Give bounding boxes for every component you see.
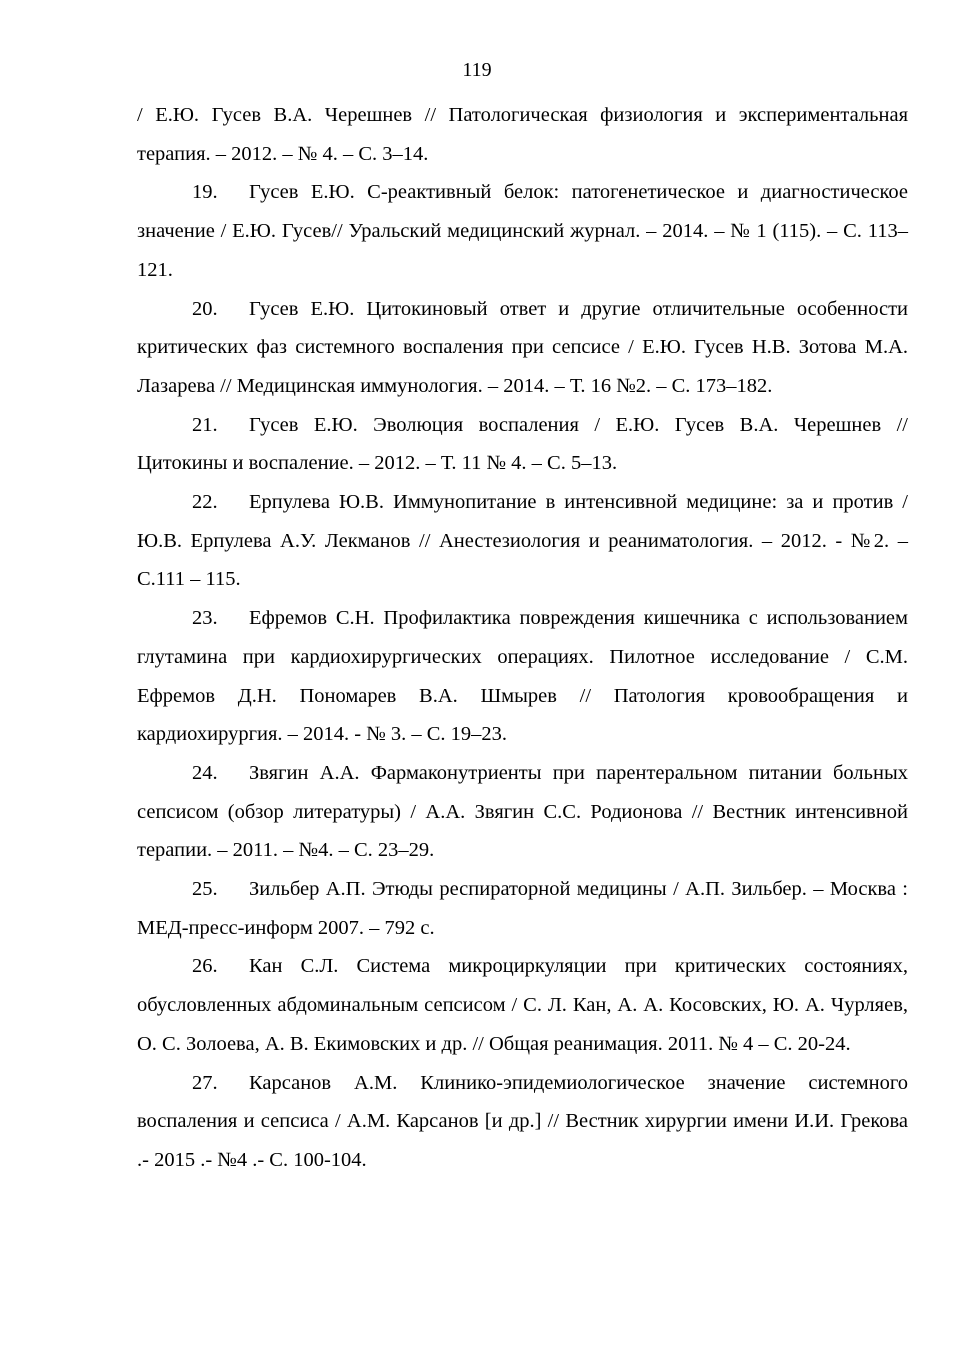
reference-number: 26. <box>192 955 218 978</box>
reference-list <box>137 96 908 1180</box>
reference-text: Звягин А.А. Фармаконутриенты при парентеральном питании больных сепсисом (обзор литературы) / А.А. Звягин С.С. Родионова // Вестник интенсивной терапии. – 2011. – №4. – С. 23–29. <box>137 761 908 862</box>
reference-number: 22. <box>192 491 218 514</box>
reference-text: Гусев Е.Ю. Цитокиновый ответ и другие отличительные особенности критических фаз системного воспаления при сепсисе / Е.Ю. Гусев Н.В. Зотова М.А. Лазарева // Медицинская иммунология. – 2014. – Т. 16 №2. – С. 173–182. <box>137 297 908 397</box>
reference-number: 23. <box>192 607 218 630</box>
reference-number: 19. <box>192 181 218 204</box>
page-number: 119 <box>462 59 492 81</box>
reference-item-23 <box>137 599 908 754</box>
reference-item-25 <box>137 870 908 947</box>
reference-text: Гусев Е.Ю. Эволюция воспаления / Е.Ю. Гусев В.А. Черешнев // Цитокины и воспаление. – 2012. – Т. 11 № 4. – С. 5–13. <box>137 413 908 475</box>
reference-item-22 <box>137 483 908 599</box>
reference-item-19 <box>137 173 908 289</box>
reference-text: Карсанов А.М. Клинико-эпидемиологическое значение системного воспаления и сепсиса / А.М. Карсанов [и др.] // Вестник хирургии имени И.И. Грекова .- 2015 .- №4 .- С. 100-104. <box>137 1071 908 1171</box>
reference-text: Ерпулева Ю.В. Иммунопитание в интенсивной медицине: за и против / Ю.В. Ерпулева А.У. Лекманов // Анестезиология и реаниматология. – 2012. - №2. – С.111 – 115. <box>137 491 908 591</box>
reference-number: 25. <box>192 878 218 901</box>
reference-item-26 <box>137 947 908 1063</box>
reference-number: 20. <box>192 297 218 320</box>
reference-number: 24. <box>192 761 218 784</box>
reference-text: Ефремов С.Н. Профилактика повреждения кишечника с использованием глутамина при кардиохирургических операциях. Пилотное исследование / С.М. Ефремов Д.Н. Пономарев В.А. Шмырев // Патология кровообращения и кардиохирургия. – 2014. - № 3. – С. 19–23. <box>137 607 908 746</box>
reference-text: Зильбер А.П. Этюды респираторной медицины / А.П. Зильбер. – Москва : МЕД-пресс-информ 2007. – 792 с. <box>137 878 908 939</box>
reference-text: Гусев Е.Ю. С-реактивный белок: патогенетическое и диагностическое значение / Е.Ю. Гусев// Уральский медицинский журнал. – 2014. – № 1 (115). – С. 113–121. <box>137 181 908 281</box>
reference-item-27 <box>137 1064 908 1180</box>
reference-text: Кан С.Л. Система микроциркуляции при критических состояниях, обусловленных абдоминальным сепсисом / С. Л. Кан, А. А. Косовских, Ю. А. Чурляев, О. С. Золоева, А. В. Екимовских и др. // Общая реанимация. 2011. № 4 – С. 20-24. <box>137 955 908 1055</box>
reference-number: 27. <box>192 1071 218 1094</box>
reference-item-20 <box>137 290 908 406</box>
reference-number: 21. <box>192 413 218 436</box>
reference-item-21 <box>137 406 908 483</box>
reference-continuation: / Е.Ю. Гусев В.А. Черешнев // Патологическая физиология и экспериментальная терапия. – 2012. – № 4. – С. 3–14. <box>137 104 908 165</box>
reference-item-24 <box>137 754 908 870</box>
